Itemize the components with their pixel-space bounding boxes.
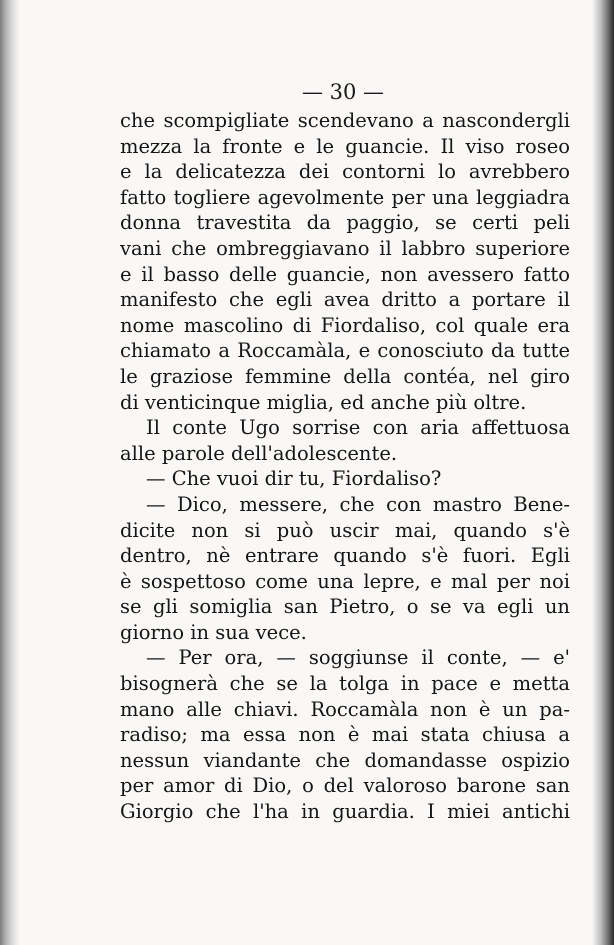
text-line: Il conte Ugo sorrise con aria affettuosa <box>146 416 570 440</box>
text-line: le graziose femmine della contéa, nel giro <box>120 364 570 388</box>
text-line: nessun viandante che domandasse ospizio <box>120 748 570 772</box>
text-line: mano alle chiavi. Roccamàla non è un pa- <box>120 697 570 721</box>
text-line: alle parole dell'adolescente. <box>120 441 398 465</box>
text-line: vani che ombreggiavano il labbro superiore <box>120 236 570 260</box>
binding-shadow <box>0 0 20 945</box>
text-line: donna travestita da paggio, se certi peli <box>120 211 570 235</box>
text-line: dentro, nè entrare quando s'è fuori. Egli <box>120 544 570 568</box>
text-line: giorno in sua vece. <box>120 620 307 644</box>
text-line: è sospettoso come una lepre, e mal per noi <box>120 569 570 593</box>
text-line: — Per ora, — soggiunse il conte, — e' <box>146 646 570 670</box>
body-text <box>120 108 570 825</box>
text-line: che scompigliate scendevano a nascondergli <box>120 109 570 132</box>
text-line: — Che vuoi dir tu, Fiordaliso? <box>146 467 442 491</box>
page-number: — 30 — <box>301 80 385 104</box>
text-line: se gli somiglia san Pietro, o se va egli un <box>120 595 570 619</box>
text-line: e la delicatezza dei contorni lo avrebbero <box>120 160 570 184</box>
text-line: — Dico, messere, che con mastro Bene- <box>146 492 570 516</box>
text-line: dicite non si può uscir mai, quando s'è <box>120 518 570 542</box>
text-line: Giorgio che l'ha in guardia. I miei antichi <box>120 800 570 824</box>
text-line: bisognerà che se la tolga in pace e metta <box>120 672 570 696</box>
text-line: fatto togliere agevolmente per una leggiadra <box>120 185 570 209</box>
text-line: nome mascolino di Fiordaliso, col quale era <box>120 313 570 337</box>
text-line: di venticinque miglia, ed anche più oltre. <box>120 390 527 414</box>
page-edge-shadow <box>592 0 614 945</box>
text-line: manifesto che egli avea dritto a portare il <box>120 288 570 312</box>
text-line: radiso; ma essa non è mai stata chiusa a <box>120 723 570 747</box>
text-line: mezza la fronte e le guancie. Il viso roseo <box>120 134 570 158</box>
text-line: chiamato a Roccamàla, e conosciuto da tutte <box>120 339 570 363</box>
text-line: per amor di Dio, o del valoroso barone san <box>120 774 570 798</box>
text-line: e il basso delle guancie, non avessero fatto <box>120 262 570 286</box>
